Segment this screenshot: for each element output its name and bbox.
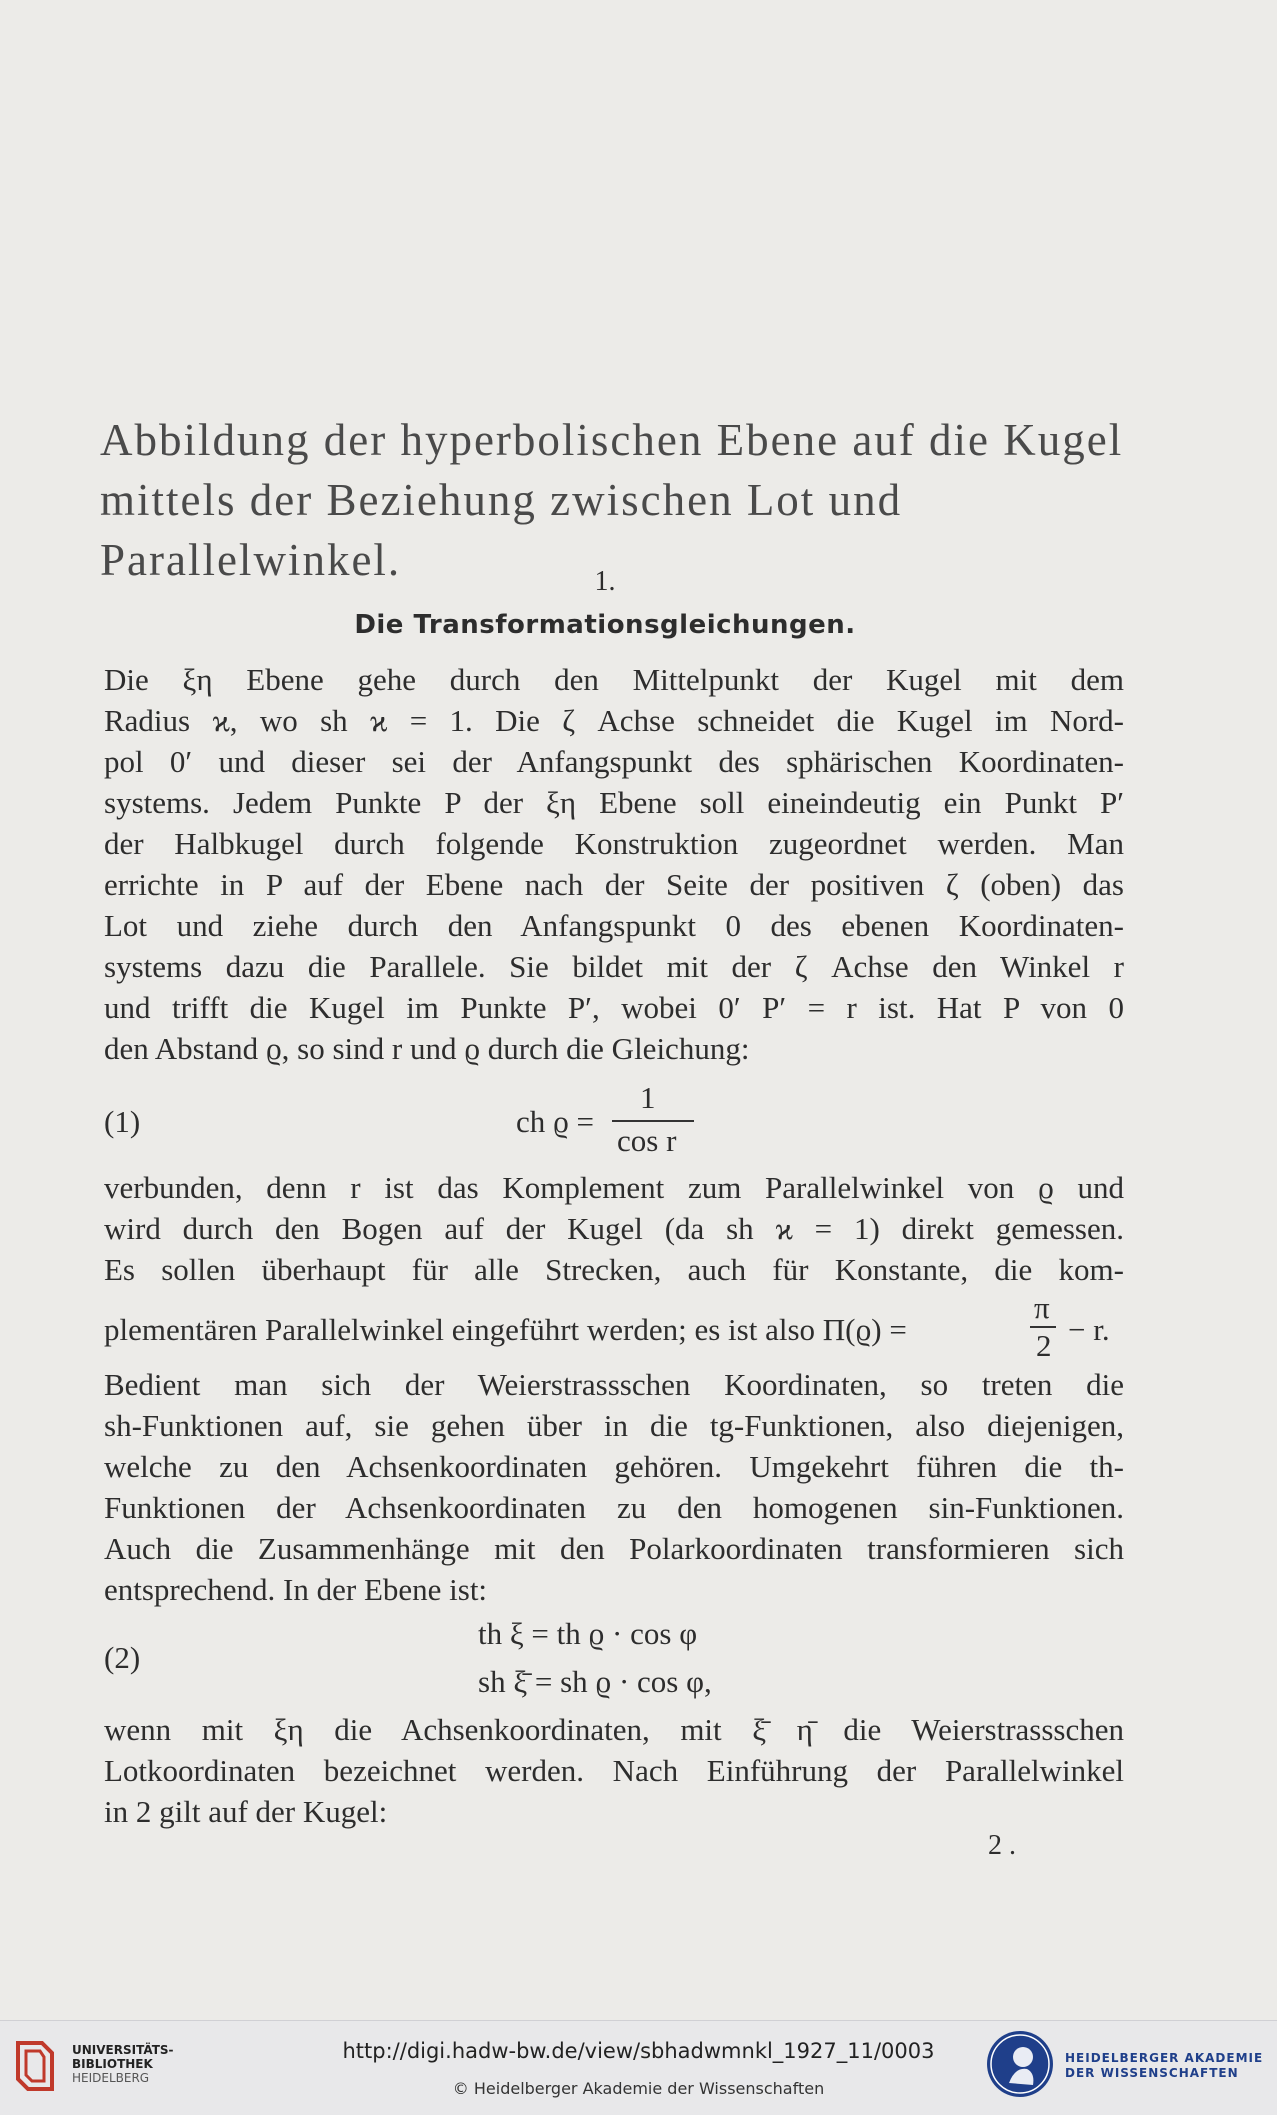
text-line: Es sollen überhaupt für alle Strecken, auch für Konstante, die kom- <box>104 1252 1124 1287</box>
text-line: der Halbkugel durch folgende Konstruktion zugeordnet werden. Man <box>104 826 1124 861</box>
equation-line: sh ξ̄ = sh ϱ · cos φ, <box>478 1664 712 1699</box>
page-number: 2 . <box>988 1830 1016 1861</box>
text-line: Bedient man sich der Weierstrassschen Koordinaten, so treten die <box>104 1367 1124 1402</box>
library-line-1: UNIVERSITÄTS- <box>72 2043 174 2057</box>
section-number: 1. <box>594 566 616 597</box>
equation-number: (1) <box>104 1104 141 1139</box>
text-line: Radius ϰ, wo sh ϰ = 1. Die ζ Achse schneidet die Kugel im Nord- <box>104 703 1124 738</box>
text-line: Die ξη Ebene gehe durch den Mittelpunkt der Kugel mit dem <box>104 662 1124 697</box>
text-line: Lot und ziehe durch den Anfangspunkt 0 des ebenen Koordinaten- <box>104 908 1124 943</box>
equation-denominator: cos r <box>617 1123 677 1158</box>
text-line: plementären Parallelwinkel eingeführt werden; es ist also Π(ϱ) = <box>104 1312 907 1347</box>
text-line: Auch die Zusammenhänge mit den Polarkoordinaten transformieren sich <box>104 1531 1124 1566</box>
text-line: wird durch den Bogen auf der Kugel (da sh ϰ = 1) direkt gemessen. <box>104 1211 1124 1246</box>
copyright-notice: © Heidelberger Akademie der Wissenschaften <box>452 2079 825 2098</box>
text-line: systems. Jedem Punkte P der ξη Ebene soll eineindeutig ein Punkt P′ <box>104 785 1124 820</box>
academy-line-2: DER WISSENSCHAFTEN <box>1065 2066 1239 2080</box>
pi-numerator: π <box>1034 1290 1050 1325</box>
text-line: Funktionen der Achsenkoordinaten zu den homogenen sin-Funktionen. <box>104 1490 1124 1525</box>
text-line: verbunden, denn r ist das Komplement zum Parallelwinkel von ϱ und <box>104 1170 1124 1205</box>
text-line: entsprechend. In der Ebene ist: <box>104 1572 488 1607</box>
equation-tail: − r. <box>1068 1312 1110 1347</box>
title-line-1: Abbildung der hyperbolischen Ebene auf die Kugel <box>100 415 1124 465</box>
library-line-2: BIBLIOTHEK <box>72 2057 153 2071</box>
document-url-link[interactable]: http://digi.hadw-bw.de/view/sbhadwmnkl_1927_11/0003 <box>342 2039 935 2063</box>
text-line: Lotkoordinaten bezeichnet werden. Nach Einführung der Parallelwinkel <box>104 1753 1124 1788</box>
equation-line: th ξ = th ϱ · cos φ <box>478 1616 698 1651</box>
title-line-2: mittels der Beziehung zwischen Lot und Parallelwinkel. <box>100 475 903 585</box>
text-line: in 2 gilt auf der Kugel: <box>104 1794 388 1829</box>
equation-numerator: 1 <box>640 1080 656 1115</box>
text-line: und trifft die Kugel im Punkte P′, wobei 0′ P′ = r ist. Hat P von 0 <box>104 990 1124 1025</box>
text-line: den Abstand ϱ, so sind r und ϱ durch die Gleichung: <box>104 1031 750 1066</box>
text-line: pol 0′ und dieser sei der Anfangspunkt des sphärischen Koordinaten- <box>104 744 1124 779</box>
text-line: wenn mit ξη die Achsenkoordinaten, mit ξ̄ η̄ die Weierstrassschen <box>104 1712 1124 1747</box>
equation-lhs: ch ϱ = <box>516 1104 595 1139</box>
fraction-bar <box>612 1120 694 1122</box>
academy-seal-icon <box>987 2031 1053 2097</box>
text-line: sh-Funktionen auf, sie gehen über in die tg-Funktionen, also diejenigen, <box>104 1408 1124 1443</box>
library-line-3: HEIDELBERG <box>72 2071 150 2085</box>
viewer-footer <box>0 2020 1277 2115</box>
equation-number: (2) <box>104 1640 141 1675</box>
academy-line-1: HEIDELBERGER AKADEMIE <box>1065 2051 1264 2065</box>
text-line: errichte in P auf der Ebene nach der Seite der positiven ζ (oben) das <box>104 867 1124 902</box>
pi-denominator: 2 <box>1036 1328 1052 1363</box>
text-line: welche zu den Achsenkoordinaten gehören. Umgekehrt führen die th- <box>104 1449 1124 1484</box>
section-heading: Die Transformationsgleichungen. <box>354 610 856 640</box>
academy-name <box>1065 2051 1263 2081</box>
text-line: systems dazu die Parallele. Sie bildet mit der ζ Achse den Winkel r <box>104 949 1124 984</box>
